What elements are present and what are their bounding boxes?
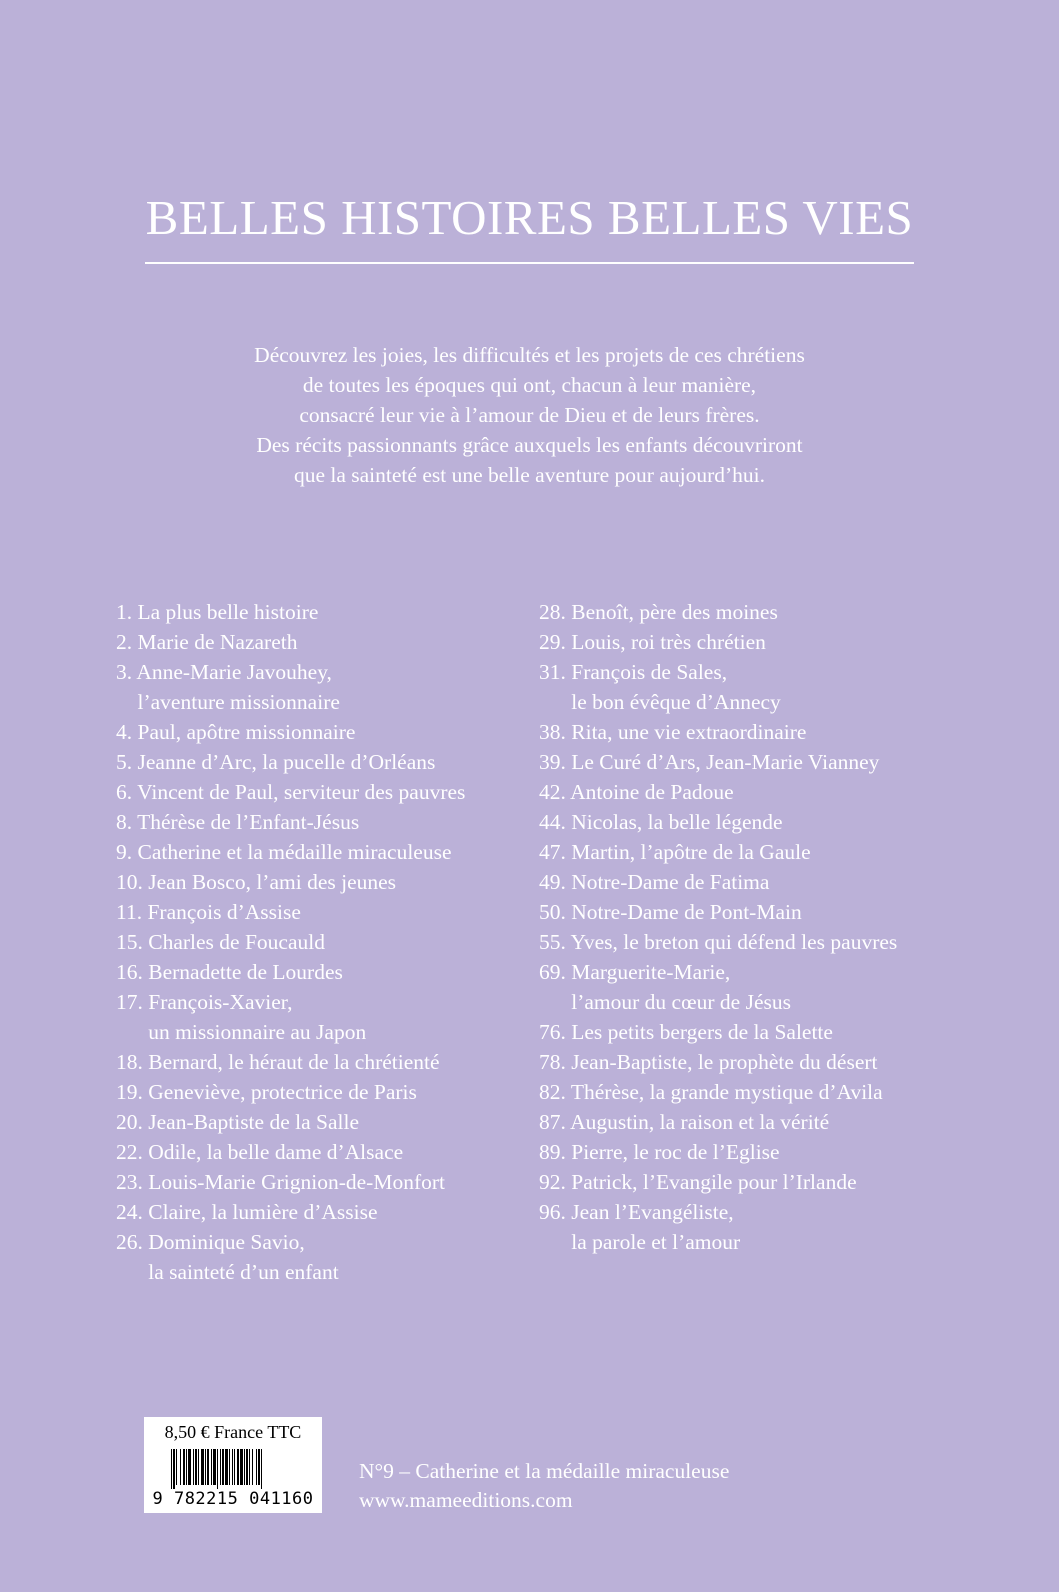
barcode-bar [261, 1449, 262, 1489]
barcode-bar [176, 1449, 177, 1485]
barcode-bar [198, 1449, 199, 1485]
barcode-bar [234, 1449, 235, 1485]
barcode-bar [217, 1449, 218, 1489]
barcode-bar [193, 1449, 194, 1485]
book-title-item [539, 717, 949, 747]
barcode-bar [205, 1449, 206, 1485]
book-title-item [539, 597, 949, 627]
book-title-item [539, 657, 949, 717]
barcode-bar [220, 1449, 221, 1485]
barcode-bar [256, 1449, 257, 1485]
book-title: 15. Charles de Foucauld [116, 930, 325, 954]
barcode-bar [252, 1449, 253, 1485]
book-title-continuation: la parole et l’amour [571, 1230, 741, 1254]
book-title: 49. Notre-Dame de Fatima [539, 870, 770, 894]
book-title: 78. Jean-Baptiste, le prophète du désert [539, 1050, 878, 1074]
book-title: 11. François d’Assise [116, 900, 301, 924]
book-title: 50. Notre-Dame de Pont-Main [539, 900, 802, 924]
book-title: 4. Paul, apôtre missionnaire [116, 720, 356, 744]
book-title-item [539, 867, 949, 897]
book-title: 18. Bernard, le héraut de la chrétienté [116, 1050, 440, 1074]
book-title-item [116, 747, 516, 777]
blurb-line: Des récits passionnants grâce auxquels les enfants découvriront [256, 433, 803, 457]
book-title-item [539, 747, 949, 777]
volume-line: N°9 – Catherine et la médaille miraculeuse [359, 1459, 730, 1483]
book-title-item [539, 897, 949, 927]
barcode-bar [246, 1449, 248, 1485]
barcode-bar [222, 1449, 224, 1485]
barcode-bar [232, 1449, 233, 1485]
blurb-line: que la sainteté est une belle aventure pour aujourd’hui. [293, 463, 766, 487]
series-title: BELLES HISTOIRES BELLES VIES [145, 190, 914, 245]
isbn-number: 9 782215 041160 [152, 1489, 314, 1509]
book-title-item [539, 627, 949, 657]
book-title-item [116, 1077, 516, 1107]
book-title: 44. Nicolas, la belle légende [539, 810, 783, 834]
book-title: 24. Claire, la lumière d’Assise [116, 1200, 378, 1224]
book-title: 29. Louis, roi très chrétien [539, 630, 766, 654]
book-title: 20. Jean-Baptiste de la Salle [116, 1110, 359, 1134]
book-title-continuation: le bon évêque d’Annecy [571, 690, 781, 714]
barcode-bar [249, 1449, 250, 1485]
barcode-bar [225, 1449, 228, 1485]
book-title-item [116, 1227, 516, 1287]
book-title: 16. Bernadette de Lourdes [116, 960, 343, 984]
barcode-bar [183, 1449, 185, 1485]
book-title: 10. Jean Bosco, l’ami des jeunes [116, 870, 397, 894]
book-title-item [116, 1107, 516, 1137]
book-title: 22. Odile, la belle dame d’Alsace [116, 1140, 404, 1164]
barcode-bar [211, 1449, 212, 1485]
barcode-bar [237, 1449, 239, 1485]
website-link[interactable]: www.mameeditions.com [359, 1488, 573, 1512]
book-title: 47. Martin, l’apôtre de la Gaule [539, 840, 811, 864]
book-title: 3. Anne-Marie Javouhey, [116, 660, 332, 684]
book-title-item [539, 1197, 949, 1257]
book-title-item [539, 807, 949, 837]
book-title: 26. Dominique Savio, [116, 1230, 305, 1254]
barcode-icon [171, 1449, 295, 1489]
book-title: 8. Thérèse de l’Enfant-Jésus [116, 810, 360, 834]
book-title-item [116, 987, 516, 1047]
book-title: 17. François-Xavier, [116, 990, 293, 1014]
book-title-item [116, 1167, 516, 1197]
book-title: 89. Pierre, le roc de l’Eglise [539, 1140, 780, 1164]
barcode-bar [229, 1449, 230, 1485]
book-title-continuation: l’aventure missionnaire [137, 690, 340, 714]
book-title-item [116, 897, 516, 927]
book-list-left-column [116, 597, 516, 1287]
book-title-item [116, 837, 516, 867]
blurb-line: Découvrez les joies, les difficultés et les projets de ces chrétiens [254, 343, 805, 367]
book-title: 76. Les petits bergers de la Salette [539, 1020, 833, 1044]
book-title: 92. Patrick, l’Evangile pour l’Irlande [539, 1170, 857, 1194]
barcode-bar [244, 1449, 245, 1485]
book-title: 28. Benoît, père des moines [539, 600, 778, 624]
title-divider [145, 262, 914, 264]
book-title: 69. Marguerite-Marie, [539, 960, 731, 984]
book-title-item [539, 1017, 949, 1047]
barcode-bar [186, 1449, 187, 1485]
book-title-item [116, 1047, 516, 1077]
book-title-continuation: l’amour du cœur de Jésus [571, 990, 791, 1014]
book-title-item [116, 927, 516, 957]
book-title: 82. Thérèse, la grande mystique d’Avila [539, 1080, 883, 1104]
book-title: 96. Jean l’Evangéliste, [539, 1200, 734, 1224]
book-title-item [116, 717, 516, 747]
footer-info [359, 1457, 729, 1515]
book-title-item [116, 807, 516, 837]
barcode-bar [173, 1449, 175, 1489]
book-title: 1. La plus belle histoire [116, 600, 319, 624]
barcode-bar [207, 1449, 209, 1485]
book-title-item [116, 657, 516, 717]
book-title: 31. François de Sales, [539, 660, 728, 684]
book-title: 38. Rita, une vie extraordinaire [539, 720, 807, 744]
book-title-item [539, 837, 949, 867]
book-title-continuation: un missionnaire au Japon [148, 1020, 367, 1044]
barcode-bar [201, 1449, 204, 1485]
price-label: 8,50 € France TTC [164, 1422, 302, 1442]
book-title-item [116, 867, 516, 897]
barcode-bar [188, 1449, 191, 1485]
barcode-bar [213, 1449, 216, 1485]
barcode-bar [180, 1449, 181, 1485]
book-title-item [539, 1167, 949, 1197]
book-title-item [116, 777, 516, 807]
book-title-item [116, 957, 516, 987]
book-title: 39. Le Curé d’Ars, Jean-Marie Vianney [539, 750, 880, 774]
book-title-item [116, 1137, 516, 1167]
blurb-text [0, 340, 1059, 490]
book-title: 6. Vincent de Paul, serviteur des pauvres [116, 780, 466, 804]
barcode-bar [171, 1449, 172, 1489]
book-title-continuation: la sainteté d’un enfant [148, 1260, 339, 1284]
book-title: 55. Yves, le breton qui défend les pauvres [539, 930, 898, 954]
book-title: 2. Marie de Nazareth [116, 630, 298, 654]
book-title-item [539, 777, 949, 807]
book-title: 19. Geneviève, protectrice de Paris [116, 1080, 417, 1104]
book-title-item [539, 927, 949, 957]
blurb-line: consacré leur vie à l’amour de Dieu et de leurs frères. [299, 403, 760, 427]
book-title: 87. Augustin, la raison et la vérité [539, 1110, 830, 1134]
book-title: 9. Catherine et la médaille miraculeuse [116, 840, 452, 864]
blurb-line: de toutes les époques qui ont, chacun à leur manière, [302, 373, 757, 397]
price-barcode-box [144, 1417, 322, 1513]
book-title: 5. Jeanne d’Arc, la pucelle d’Orléans [116, 750, 436, 774]
barcode-bar [195, 1449, 197, 1485]
barcode-bar [240, 1449, 243, 1485]
book-title: 23. Louis-Marie Grignion-de-Monfort [116, 1170, 445, 1194]
book-title-item [116, 597, 516, 627]
barcode-bar [258, 1449, 260, 1485]
book-title-item [539, 1047, 949, 1077]
book-title-item [539, 1137, 949, 1167]
book-title-item [116, 1197, 516, 1227]
book-title: 42. Antoine de Padoue [539, 780, 734, 804]
book-title-item [539, 1107, 949, 1137]
book-title-item [539, 957, 949, 1017]
book-list-right-column [539, 597, 949, 1257]
book-title-item [116, 627, 516, 657]
book-title-item [539, 1077, 949, 1107]
